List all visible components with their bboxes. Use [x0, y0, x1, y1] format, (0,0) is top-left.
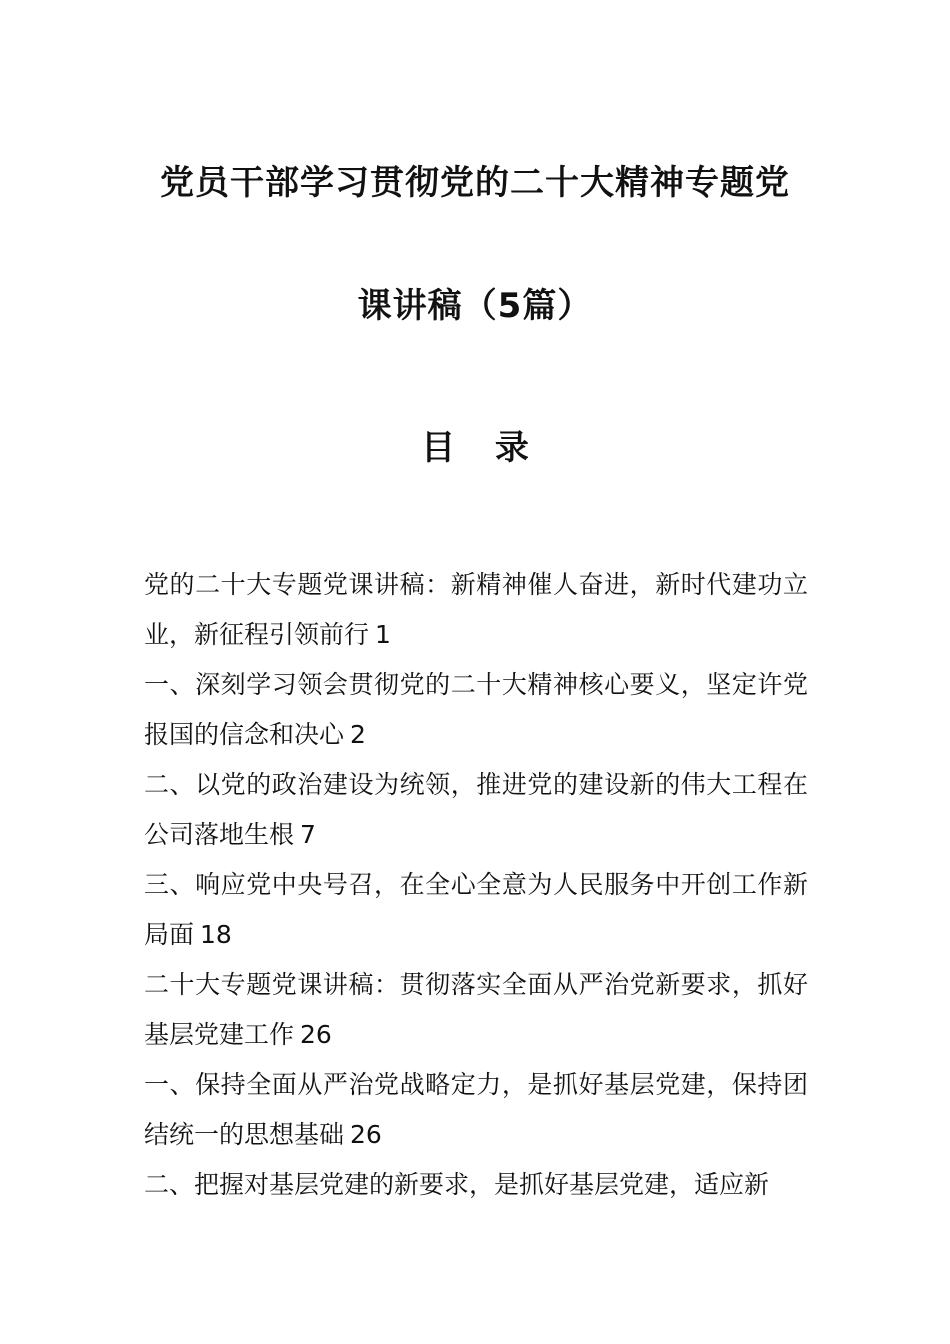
toc-entry-text: 二、以党的政治建设为统领，推进党的建设新的伟大工程在公司落地生根 — [144, 770, 808, 849]
toc-entry-page: 2 — [350, 720, 366, 749]
toc-entry[interactable] — [144, 1060, 808, 1160]
toc-entry-text: 党的二十大专题党课讲稿：新精神催人奋进，新时代建功立业，新征程引领前行 — [144, 570, 808, 649]
document-title-line-1: 党员干部学习贯彻党的二十大精神专题党 — [160, 163, 790, 203]
toc-entry[interactable] — [144, 860, 808, 960]
toc-entry-page: 26 — [350, 1120, 382, 1149]
document-title-line-2: 课讲稿（5篇） — [357, 286, 593, 326]
toc-entry-text: 一、保持全面从严治党战略定力，是抓好基层党建，保持团结统一的思想基础 — [144, 1070, 808, 1149]
toc-heading: 目 录 — [421, 428, 543, 468]
toc-entry-page: 7 — [300, 820, 316, 849]
toc-entry-text: 三、响应党中央号召，在全心全意为人民服务中开创工作新局面 — [144, 870, 808, 949]
toc-entry-page: 1 — [375, 620, 391, 649]
toc-entry-page: 26 — [300, 1020, 332, 1049]
toc-entry-text: 二、把握对基层党建的新要求，是抓好基层党建，适应新 — [144, 1170, 770, 1199]
table-of-contents — [144, 560, 808, 1210]
toc-entry[interactable] — [144, 660, 808, 760]
toc-entry-text: 一、深刻学习领会贯彻党的二十大精神核心要义，坚定许党报国的信念和决心 — [144, 670, 808, 749]
toc-entry[interactable] — [144, 960, 808, 1060]
toc-entry-page: 18 — [200, 920, 232, 949]
toc-entry[interactable] — [144, 560, 808, 660]
toc-entry-text: 二十大专题党课讲稿：贯彻落实全面从严治党新要求，抓好基层党建工作 — [144, 970, 808, 1049]
toc-entry[interactable] — [144, 1160, 808, 1210]
toc-entry[interactable] — [144, 760, 808, 860]
